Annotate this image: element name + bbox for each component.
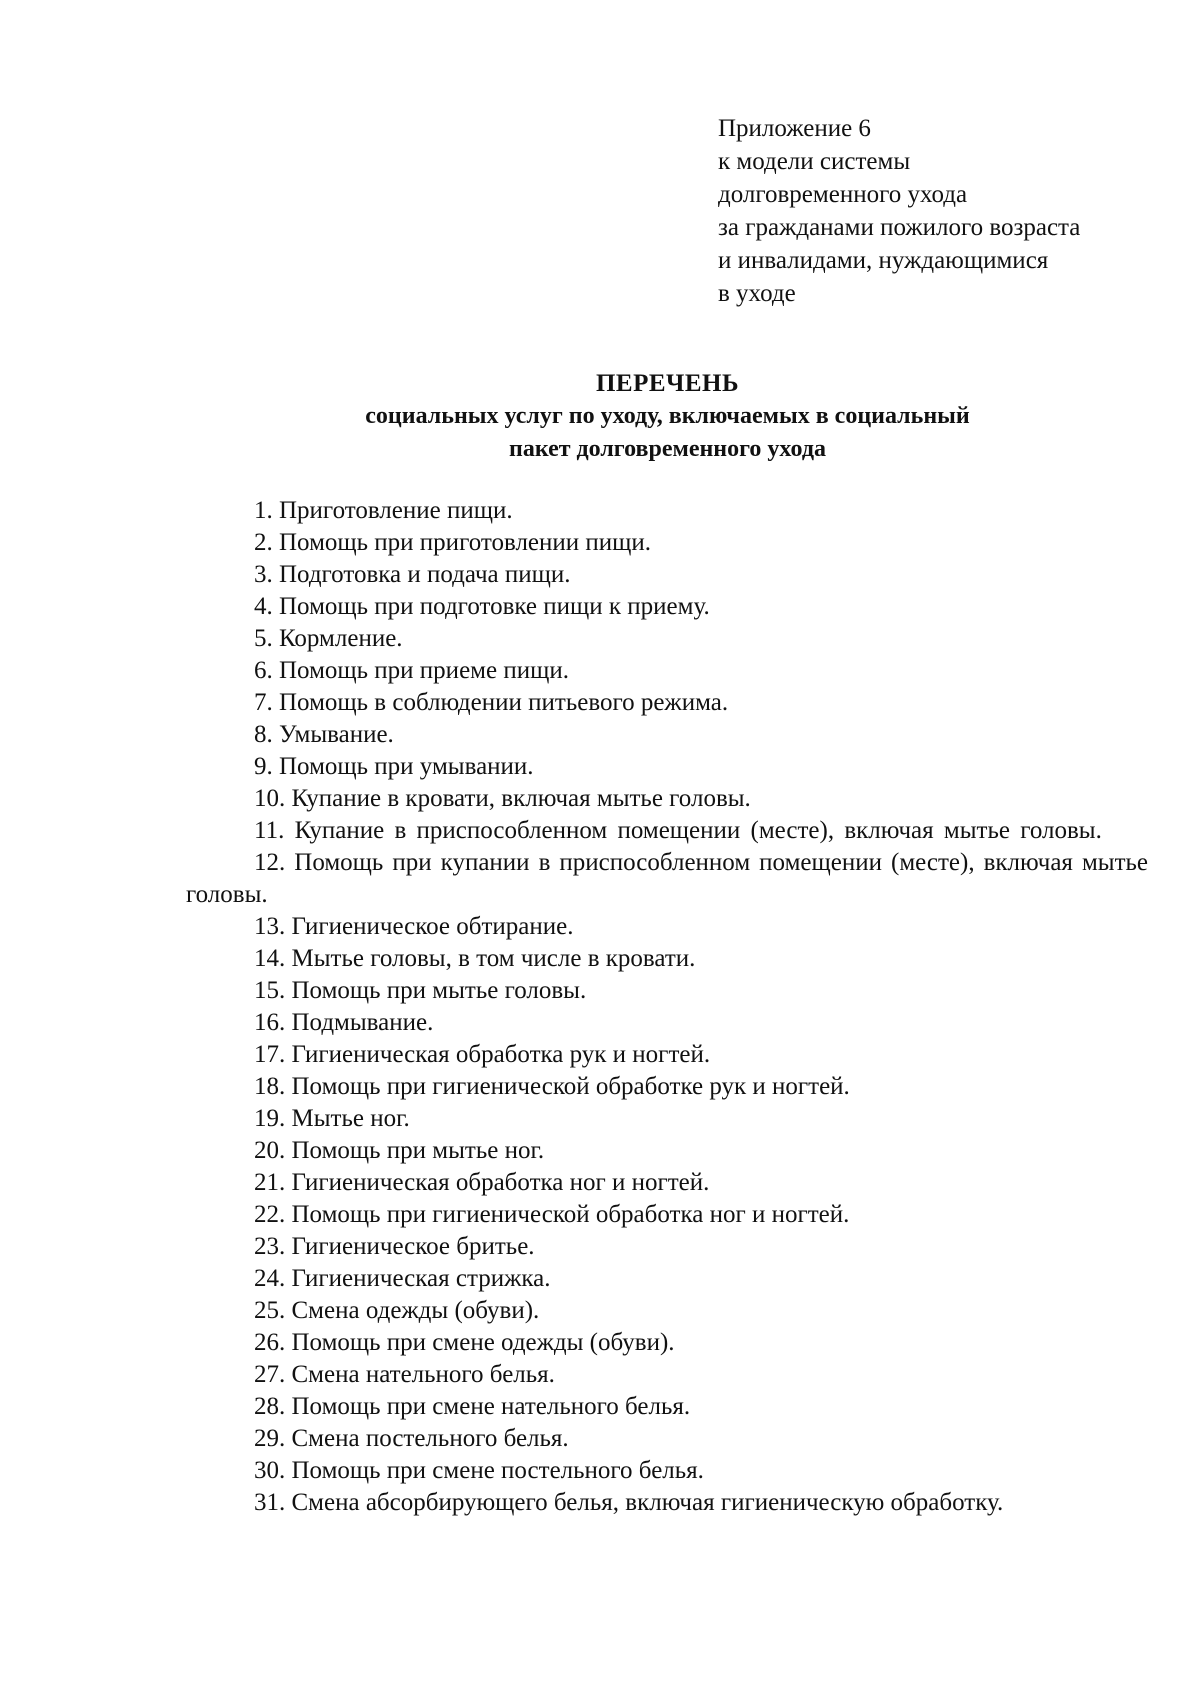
list-item: 16. Подмывание. <box>254 1009 434 1036</box>
list-item: 7. Помощь в соблюдении питьевого режима. <box>254 689 729 716</box>
list-item: 26. Помощь при смене одежды (обуви). <box>254 1329 675 1356</box>
list-item: 17. Гигиеническая обработка рук и ногтей. <box>254 1041 711 1068</box>
list-item: 21. Гигиеническая обработка ног и ногтей. <box>254 1169 710 1196</box>
title-main: ПЕРЕЧЕНЬ <box>595 370 740 397</box>
list-item: 9. Помощь при умывании. <box>254 753 534 780</box>
list-item: 1. Приготовление пищи. <box>254 497 513 524</box>
list-item: 22. Помощь при гигиенической обработка ног и ногтей. <box>254 1201 850 1228</box>
list-item: 10. Купание в кровати, включая мытье головы. <box>254 785 751 812</box>
appendix-line: к модели системы <box>718 148 911 175</box>
list-item: 19. Мытье ног. <box>254 1105 410 1132</box>
list-item: 29. Смена постельного белья. <box>254 1425 569 1452</box>
list-item: 5. Кормление. <box>254 625 403 652</box>
list-item: 15. Помощь при мытье головы. <box>254 977 587 1004</box>
list-item: 3. Подготовка и подача пищи. <box>254 561 571 588</box>
list-item: 20. Помощь при мытье ног. <box>254 1137 545 1164</box>
list-item: 4. Помощь при подготовке пищи к приему. <box>254 593 710 620</box>
list-item: 2. Помощь при приготовлении пищи. <box>254 529 652 556</box>
list-item: 30. Помощь при смене постельного белья. <box>254 1457 704 1484</box>
appendix-line: долговременного ухода <box>718 181 968 208</box>
list-item: 23. Гигиеническое бритье. <box>254 1233 535 1260</box>
list-item: 27. Смена нательного белья. <box>254 1361 555 1388</box>
appendix-line: в уходе <box>718 280 796 307</box>
list-item: 18. Помощь при гигиенической обработке рук и ногтей. <box>254 1073 850 1100</box>
title-subtitle-line: социальных услуг по уходу, включаемых в социальный <box>365 403 970 429</box>
document-title <box>0 367 1200 466</box>
appendix-line: и инвалидами, нуждающимися <box>718 247 1049 274</box>
list-item: 11. Купание в приспособленном помещении (месте), включая мытье головы. <box>254 817 1102 844</box>
list-item: 28. Помощь при смене нательного белья. <box>254 1393 691 1420</box>
list-item: 6. Помощь при приеме пищи. <box>254 657 569 684</box>
services-list <box>186 495 1148 1519</box>
appendix-note <box>718 112 1080 310</box>
list-item: 14. Мытье головы, в том числе в кровати. <box>254 945 696 972</box>
list-item: 8. Умывание. <box>254 721 394 748</box>
appendix-line: за гражданами пожилого возраста <box>718 214 1081 241</box>
list-item: 24. Гигиеническая стрижка. <box>254 1265 551 1292</box>
appendix-line: Приложение 6 <box>718 115 871 142</box>
list-item: 12. Помощь при купании в приспособленном помещении (месте), включая мытье головы. <box>186 849 1148 908</box>
title-subtitle-line: пакет долговременного ухода <box>509 436 826 462</box>
list-item: 13. Гигиеническое обтирание. <box>254 913 574 940</box>
list-item: 31. Смена абсорбирующего белья, включая гигиеническую обработку. <box>254 1489 1004 1516</box>
list-item: 25. Смена одежды (обуви). <box>254 1297 540 1324</box>
